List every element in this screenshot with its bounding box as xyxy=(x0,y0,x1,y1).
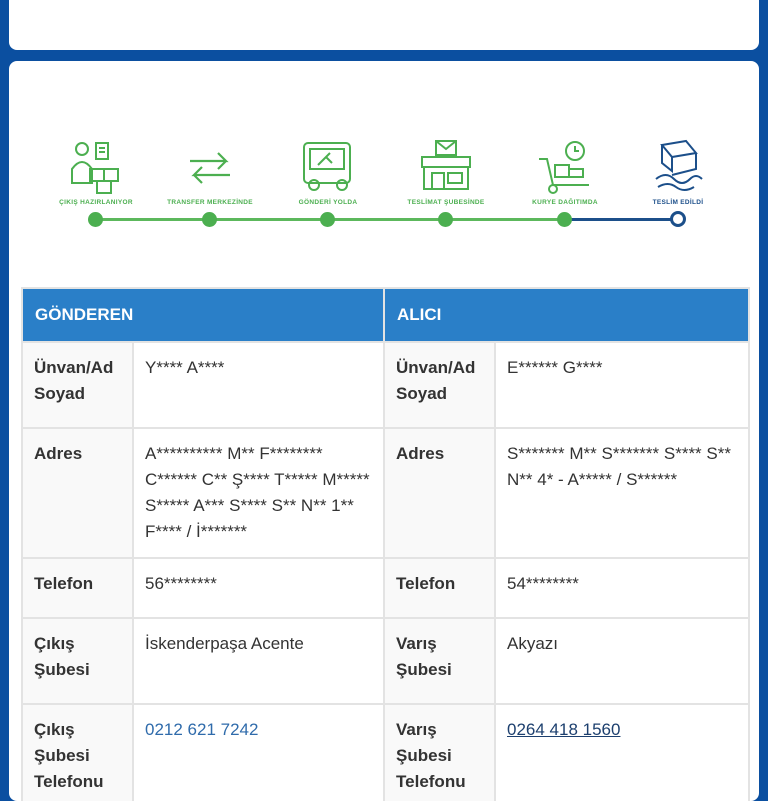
shipment-tracker xyxy=(9,61,759,291)
step-label: KURYE DAĞITIMDA xyxy=(532,199,598,206)
step-label: TESLİM EDİLDİ xyxy=(652,199,704,206)
transfer-arrows-icon xyxy=(180,139,240,195)
step-transfer xyxy=(150,139,270,206)
step-label: TESLİMAT ŞUBESİNDE xyxy=(407,199,485,206)
step-on-the-way xyxy=(268,139,388,206)
origin-branch-value: İskenderpaşa Acente xyxy=(133,618,384,704)
shipment-card xyxy=(9,61,759,801)
shipment-details-table xyxy=(21,287,750,801)
sender-address-label: Adres xyxy=(22,428,133,558)
step-dot xyxy=(438,212,453,227)
step-delivered xyxy=(618,139,738,206)
table-header-row xyxy=(22,288,749,342)
worker-packages-icon xyxy=(66,139,126,195)
step-at-branch xyxy=(386,139,506,206)
destination-branch-phone-cell xyxy=(495,704,749,801)
step-preparing xyxy=(36,139,156,206)
step-label: TRANSFER MERKEZİNDE xyxy=(167,199,253,206)
delivered-box-icon xyxy=(648,139,708,195)
sender-name-value: Y**** A**** xyxy=(133,342,384,428)
table-row xyxy=(22,704,749,801)
step-dot xyxy=(557,212,572,227)
receiver-name-value: E****** G**** xyxy=(495,342,749,428)
table-row xyxy=(22,342,749,428)
serial-card xyxy=(9,0,759,50)
receiver-address-value: S******* M** S******* S**** S** N** 4* - A***** / S****** xyxy=(495,428,749,558)
step-dot xyxy=(202,212,217,227)
step-dot-current xyxy=(670,211,686,227)
receiver-phone-label: Telefon xyxy=(384,558,495,618)
hand-truck-icon xyxy=(535,139,595,195)
table-row xyxy=(22,428,749,558)
sender-header: GÖNDEREN xyxy=(22,288,384,342)
destination-branch-phone-link[interactable]: 0264 418 1560 xyxy=(507,720,621,739)
origin-branch-phone-label: Çıkış Şubesi Telefonu xyxy=(22,704,133,801)
sender-phone-label: Telefon xyxy=(22,558,133,618)
branch-store-icon xyxy=(416,139,476,195)
table-row xyxy=(22,618,749,704)
step-dot xyxy=(88,212,103,227)
step-label: GÖNDERİ YOLDA xyxy=(298,199,358,206)
sender-address-value: A********** M** F******** C****** C** Ş**** T***** M***** S***** A*** S**** S** N** 1** F**** / İ******* xyxy=(133,428,384,558)
receiver-address-label: Adres xyxy=(384,428,495,558)
progress-line-complete xyxy=(95,218,575,221)
origin-branch-phone-cell xyxy=(133,704,384,801)
receiver-header: ALICI xyxy=(384,288,749,342)
progress-line-final xyxy=(569,218,677,221)
destination-branch-value: Akyazı xyxy=(495,618,749,704)
step-dot xyxy=(320,212,335,227)
table-row xyxy=(22,558,749,618)
origin-branch-label: Çıkış Şubesi xyxy=(22,618,133,704)
receiver-phone-value: 54******** xyxy=(495,558,749,618)
origin-branch-phone-link[interactable]: 0212 621 7242 xyxy=(145,720,259,739)
delivery-truck-icon xyxy=(298,139,358,195)
sender-name-label: Ünvan/Ad Soyad xyxy=(22,342,133,428)
step-label: ÇIKIŞ HAZIRLANIYOR xyxy=(59,199,133,206)
sender-phone-value: 56******** xyxy=(133,558,384,618)
destination-branch-label: Varış Şubesi xyxy=(384,618,495,704)
destination-branch-phone-label: Varış Şubesi Telefonu xyxy=(384,704,495,801)
receiver-name-label: Ünvan/Ad Soyad xyxy=(384,342,495,428)
step-courier xyxy=(505,139,625,206)
